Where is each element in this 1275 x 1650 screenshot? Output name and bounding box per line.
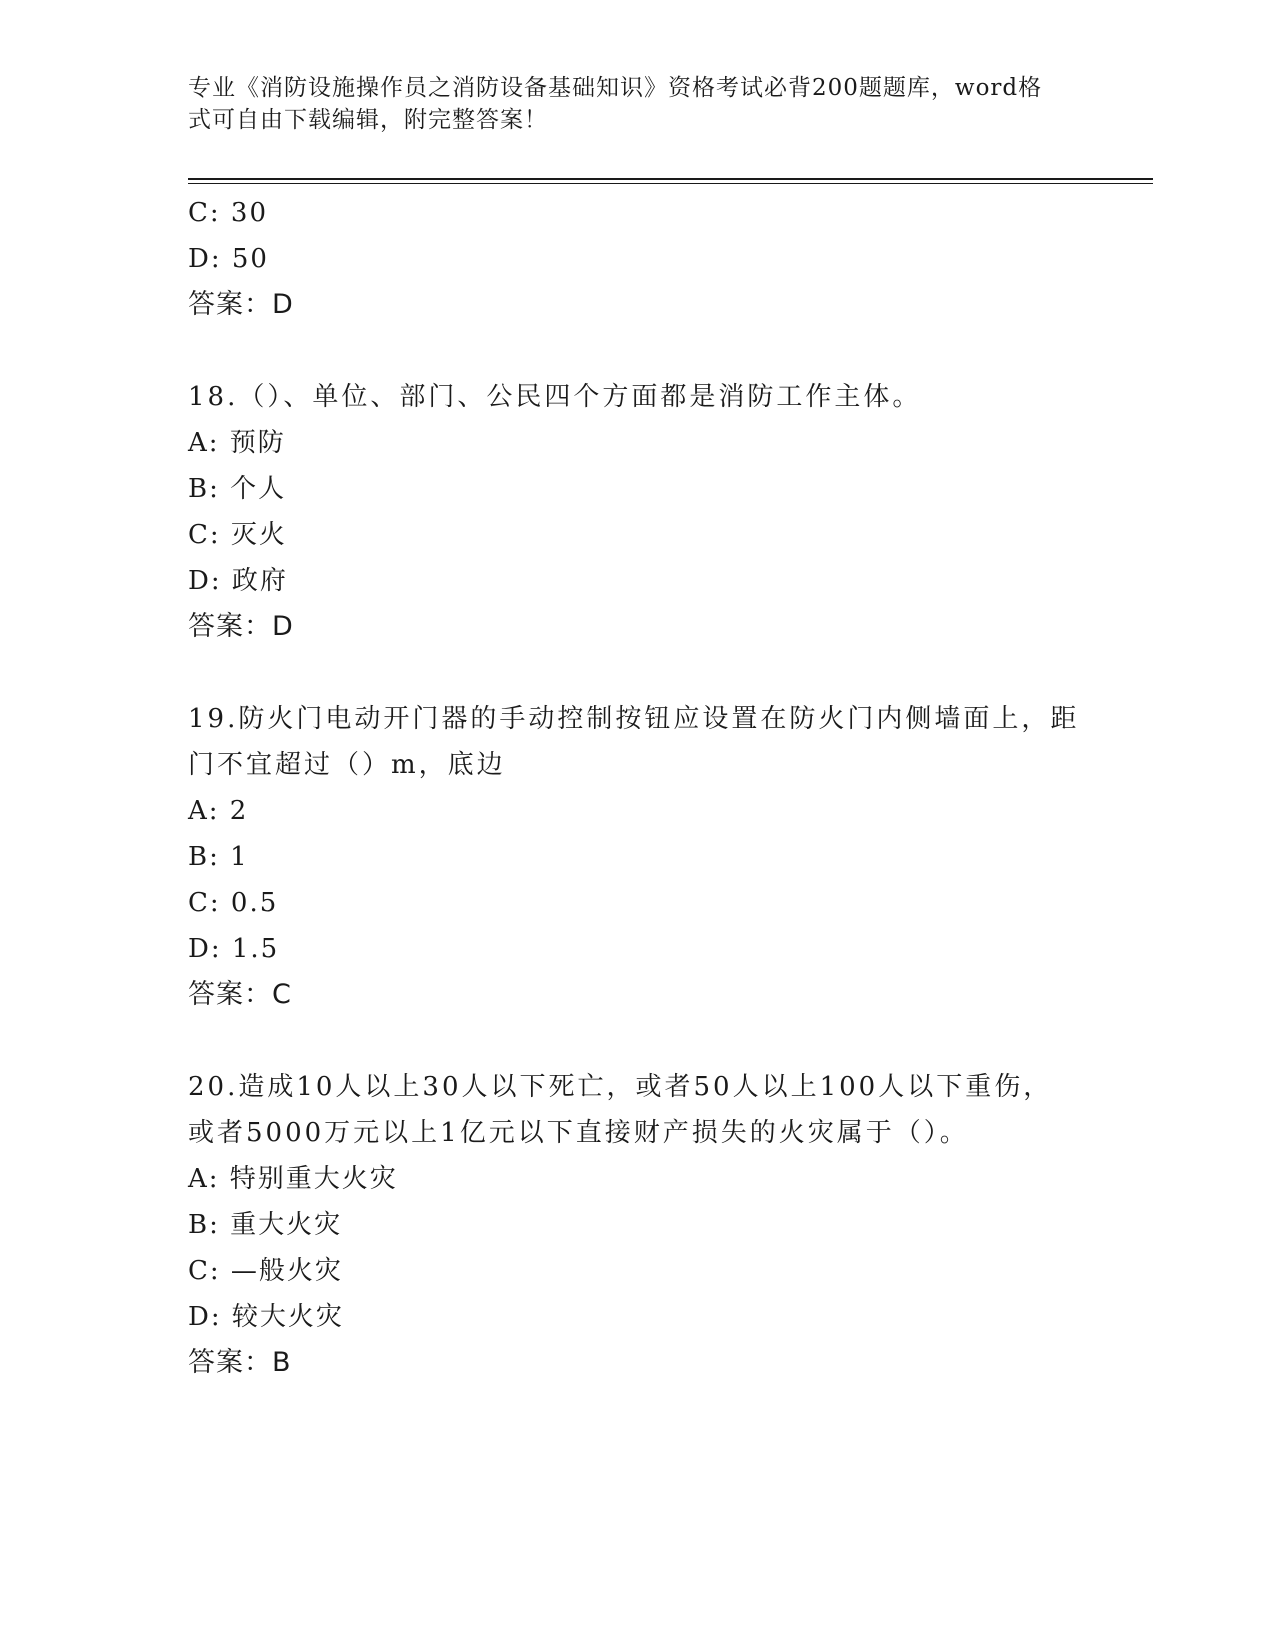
question-19	[188, 696, 1088, 1018]
option-a: A: 2	[188, 796, 249, 826]
answer-line: 答案：D	[188, 289, 294, 320]
spacer	[188, 328, 1088, 374]
answer-line: 答案：D	[188, 611, 294, 642]
option-d: D: 较大火灾	[188, 1302, 344, 1332]
question-list	[188, 190, 1088, 1386]
spacer	[188, 650, 1088, 696]
option-d: D: 1.5	[188, 934, 280, 964]
option-a: A: 特别重大火灾	[188, 1164, 398, 1194]
header-divider-thick	[188, 178, 1153, 180]
answer-line: 答案：C	[188, 979, 292, 1010]
option-d: D: 50	[188, 244, 269, 274]
question-stem-line-1: 19.防火门电动开门器的手动控制按钮应设置在防火门内侧墙面上，距	[188, 704, 1080, 734]
header-line-2: 式可自由下载编辑，附完整答案！	[188, 107, 548, 133]
spacer	[188, 1018, 1088, 1064]
option-c: C: 灭火	[188, 520, 287, 550]
option-c: C: 30	[188, 198, 269, 228]
header-line-1: 专业《消防设施操作员之消防设备基础知识》资格考试必背200题题库，word格	[188, 75, 1043, 101]
question-stem: 18.（）、单位、部门、公民四个方面都是消防工作主体。	[188, 382, 922, 412]
question-20	[188, 1064, 1088, 1386]
option-b: B: 1	[188, 842, 249, 872]
question-stem-line-2: 或者5000万元以上1亿元以下直接财产损失的火灾属于（）。	[188, 1118, 969, 1148]
option-a: A: 预防	[188, 428, 286, 458]
question-stem-line-2: 门不宜超过（）m，底边	[188, 750, 506, 780]
question-stem-line-1: 20.造成10人以上30人以下死亡，或者50人以上100人以下重伤，	[188, 1072, 1053, 1102]
option-c: C: —般火灾	[188, 1256, 343, 1286]
document-header	[188, 72, 1068, 136]
answer-line: 答案：B	[188, 1347, 292, 1378]
option-b: B: 个人	[188, 474, 287, 504]
question-17-partial	[188, 190, 1088, 328]
option-b: B: 重大火灾	[188, 1210, 343, 1240]
option-c: C: 0.5	[188, 888, 279, 918]
header-divider-thin	[188, 183, 1153, 184]
question-18	[188, 374, 1088, 650]
option-d: D: 政府	[188, 566, 288, 596]
